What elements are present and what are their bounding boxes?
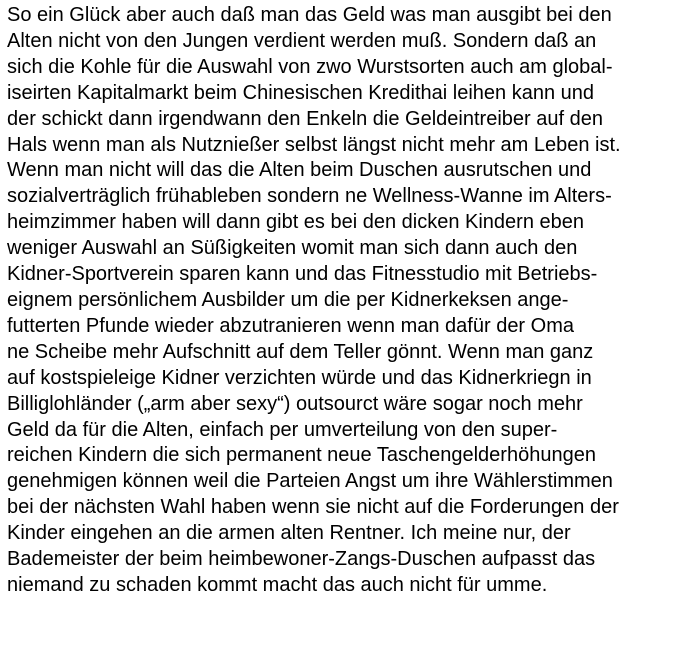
text-line-14: ne Scheibe mehr Aufschnitt auf dem Teller gönnt. Wenn man ganz <box>7 340 594 363</box>
text-line-10: weniger Auswahl an Süßigkeiten womit man sich dann auch den <box>7 237 578 260</box>
text-line-19: genehmigen können weil die Parteien Angst um ihre Wählerstimmen <box>7 470 613 493</box>
text-line-4: iseirten Kapitalmarkt beim Chinesischen Kredithai leihen kann und <box>7 81 594 104</box>
text-line-6: Hals wenn man als Nutznießer selbst längst nicht mehr am Leben ist. <box>7 133 621 156</box>
text-line-21: Kinder eingehen an die armen alten Rentner. Ich meine nur, der <box>7 522 571 545</box>
text-line-11: Kidner-Sportverein sparen kann und das Fitnesstudio mit Betriebs- <box>7 263 598 286</box>
text-line-2: Alten nicht von den Jungen verdient werden muß. Sondern daß an <box>7 29 597 52</box>
text-line-9: heimzimmer haben will dann gibt es bei den dicken Kindern eben <box>7 211 585 234</box>
text-line-13: futterten Pfunde wieder abzutranieren wenn man dafür der Oma <box>7 314 574 337</box>
text-line-1: So ein Glück aber auch daß man das Geld was man ausgibt bei den <box>7 4 612 26</box>
text-line-8: sozialverträglich frühableben sondern ne Wellness-Wanne im Alters- <box>7 185 612 208</box>
text-line-3: sich die Kohle für die Auswahl von zwo Wurstsorten auch am global- <box>7 55 613 78</box>
text-line-15: auf kostspieleige Kidner verzichten würde und das Kidnerkriegn in <box>7 366 592 389</box>
text-line-16: Billiglohländer („arm aber sexy“) outsourct wäre sogar noch mehr <box>7 392 583 415</box>
text-line-12: eignem persönlichem Ausbilder um die per Kidnerkeksen ange- <box>7 288 569 311</box>
text-line-5: der schickt dann irgendwann den Enkeln die Geldeintreiber auf den <box>7 107 603 130</box>
text-line-17: Geld da für die Alten, einfach per umverteilung von den super- <box>7 418 558 441</box>
text-line-7: Wenn man nicht will das die Alten beim Duschen ausrutschen und <box>7 159 592 182</box>
text-line-22: Bademeister der beim heimbewoner-Zangs-Duschen aufpasst das <box>7 548 596 571</box>
text-line-20: bei der nächsten Wahl haben wenn sie nicht auf die Forderungen der <box>7 496 619 519</box>
text-line-18: reichen Kindern die sich permanent neue Taschengelderhöhungen <box>7 444 596 467</box>
text-line-23: niemand zu schaden kommt macht das auch nicht für umme. <box>7 573 548 596</box>
